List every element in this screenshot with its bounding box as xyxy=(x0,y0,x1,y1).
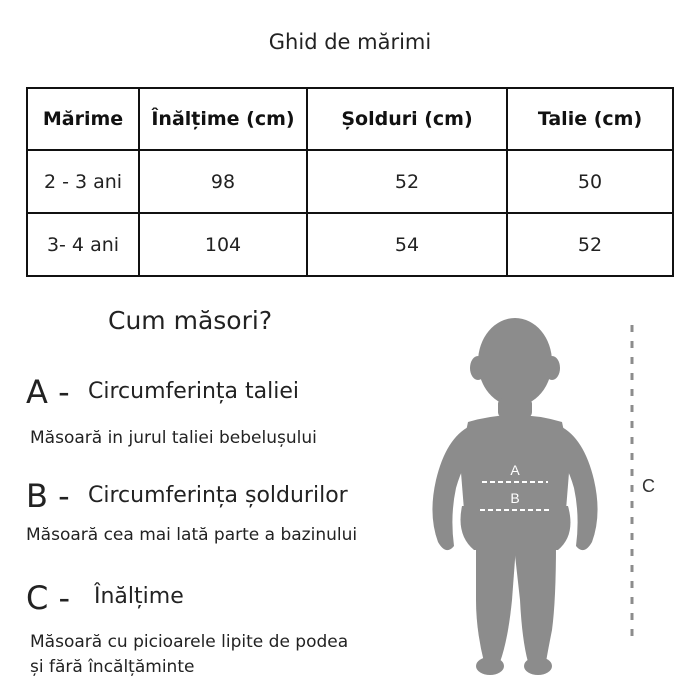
cell-hips: 54 xyxy=(307,213,507,276)
hips-description: Măsoară cea mai lată parte a bazinului xyxy=(26,525,358,545)
cell-size: 3- 4 ani xyxy=(27,213,139,276)
figure-label-b: B xyxy=(510,490,520,506)
cell-height: 98 xyxy=(139,150,307,213)
figure-label-c: C xyxy=(642,476,655,496)
baby-measurement-figure xyxy=(420,310,690,700)
header-size: Mărime xyxy=(27,88,139,150)
cell-size: 2 - 3 ani xyxy=(27,150,139,213)
header-hips: Șolduri (cm) xyxy=(307,88,507,150)
waist-title: Circumferința taliei xyxy=(88,379,299,404)
cell-waist: 52 xyxy=(507,213,673,276)
header-waist: Talie (cm) xyxy=(507,88,673,150)
how-to-measure-heading: Cum măsori? xyxy=(108,306,273,335)
waist-description: Măsoară in jurul taliei bebelușului xyxy=(30,428,317,448)
height-description-line1: Măsoară cu picioarele lipite de podea xyxy=(30,632,349,652)
hips-title: Circumferința șoldurilor xyxy=(88,483,348,508)
letter-b: B - xyxy=(26,477,70,515)
table-header-row xyxy=(27,88,673,150)
size-table xyxy=(26,87,674,277)
letter-a: A - xyxy=(26,373,70,411)
cell-waist: 50 xyxy=(507,150,673,213)
letter-c: C - xyxy=(26,579,71,617)
height-description xyxy=(30,630,348,680)
table-row xyxy=(27,213,673,276)
figure-label-a: A xyxy=(510,462,520,478)
page-title: Ghid de mărimi xyxy=(268,30,432,54)
height-title: Înălțime xyxy=(94,584,184,609)
cell-hips: 52 xyxy=(307,150,507,213)
cell-height: 104 xyxy=(139,213,307,276)
header-height: Înălțime (cm) xyxy=(139,88,307,150)
table-row xyxy=(27,150,673,213)
height-description-line2: și fără încălțăminte xyxy=(30,657,195,677)
